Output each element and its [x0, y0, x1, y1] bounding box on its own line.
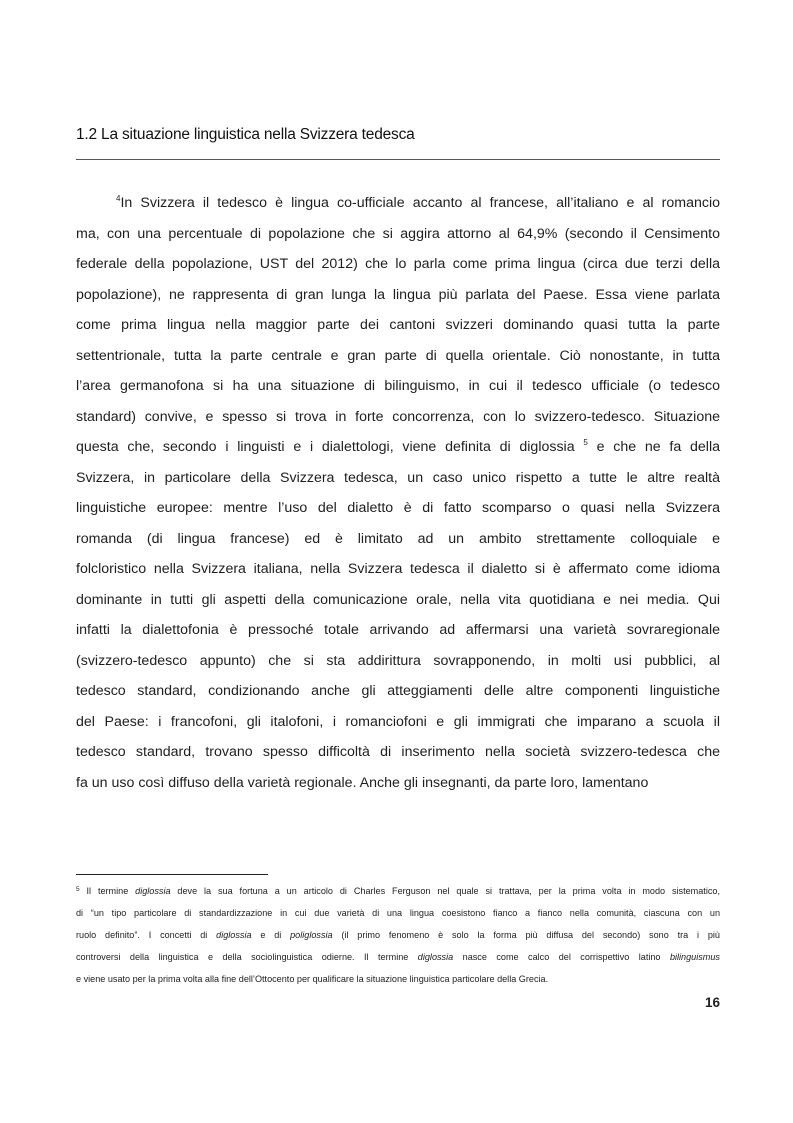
- paragraph-line: del Paese: i francofoni, gli italofoni, i romanciofoni e gli immigrati che imparano a scuola il: [76, 713, 720, 730]
- paragraph-line: folcloristico nella Svizzera italiana, nella Svizzera tedesca il dialetto si è affermato come idioma: [76, 561, 720, 577]
- heading-underline: [76, 159, 720, 160]
- paragraph-line: $^4$In Svizzera il tedesco è lingua co-ufficiale accanto al francese, all’italiano e al romancio: [116, 194, 720, 211]
- page-number: 16: [704, 995, 720, 1010]
- paragraph-line: standard) convive, e spesso si trova in forte concorrenza, con lo svizzero-tedesco. Situazione: [76, 408, 720, 425]
- paragraph-line: federale della popolazione, UST del 2012) che lo parla come prima lingua (circa due terzi della: [76, 256, 720, 272]
- footnote-line: controversi della linguistica e della sociolinguistica odierne. Il termine diglossia nasce come calco del corrispettivo latino bilinguismus: [76, 952, 720, 962]
- footnote-line: e viene usato per la prima volta alla fine dell’Ottocento per qualificare la situazione linguistica particolare della Grecia.: [76, 974, 549, 984]
- paragraph-line: dominante in tutti gli aspetti della comunicazione orale, nella vita quotidiana e nei media. Qui: [76, 591, 720, 608]
- section-heading: 1.2 La situazione linguistica nella Svizzera tedesca: [76, 126, 415, 143]
- paragraph-line: settentrionale, tutta la parte centrale e gran parte di quella orientale. Ciò nonostante, in tutta: [76, 347, 720, 364]
- body-paragraph: [76, 188, 720, 798]
- paragraph-line: romanda (di lingua francese) ed è limitato ad un ambito strettamente colloquiale e: [76, 530, 720, 547]
- paragraph-line: come prima lingua nella maggior parte dei cantoni svizzeri dominando quasi tutta la parte: [76, 317, 720, 333]
- paragraph-line: tedesco standard, condizionando anche gli atteggiamenti delle altre componenti linguistiche: [76, 683, 720, 699]
- paragraph-line: l’area germanofona si ha una situazione di bilinguismo, in cui il tedesco ufficiale (o tedesco: [76, 378, 720, 394]
- footnote-5: [76, 880, 720, 990]
- paragraph-line: popolazione), ne rappresenta di gran lunga la lingua più parlata del Paese. Essa viene parlata: [76, 286, 720, 303]
- paragraph-line: infatti la dialettofonia è pressoché totale arrivando ad affermarsi una varietà sovraregionale: [76, 622, 720, 638]
- paragraph-line: tedesco standard, trovano spesso difficoltà di inserimento nella società svizzero-tedesca che: [76, 744, 720, 760]
- paragraph-line: (svizzero-tedesco appunto) che si sta addirittura sovrapponendo, in molti usi pubblici, al: [76, 652, 720, 669]
- footnote-number: 5: [76, 886, 80, 893]
- paragraph-line: ma, con una percentuale di popolazione che si aggira attorno al 64,9% (secondo il Censimento: [76, 225, 720, 242]
- footnote-line: di “un tipo particolare di standardizzazione in cui due varietà di una lingua coesistono fianco a fianco nella comunità, ciascuna con un: [76, 908, 720, 918]
- paragraph-line: linguistiche europee: mentre l’uso del dialetto è di fatto scomparso o quasi nella Svizzera: [76, 500, 720, 516]
- footnote-line: $^5$ Il termine diglossia deve la sua fortuna a un articolo di Charles Ferguson nel quale si trattava, per la prima volta in modo sistematico,: [76, 886, 720, 896]
- paragraph-line: fa un uso così diffuso della varietà regionale. Anche gli insegnanti, da parte loro, lamentano: [76, 774, 649, 791]
- paragraph-line: Svizzera, in particolare della Svizzera tedesca, un caso unico rispetto a tutte le altre realtà: [76, 469, 720, 486]
- footnote-ref-4: 4: [116, 194, 121, 203]
- footnote-line: ruolo definito”. I concetti di diglossia e di poliglossia (il primo fenomeno è solo la forma più diffusa del secondo) sono tra i più: [76, 930, 720, 940]
- paragraph-line: questa che, secondo i linguisti e i dialettologi, viene definita di diglossia $^5$ e che ne fa della: [76, 438, 720, 455]
- footnote-ref-5[interactable]: 5: [583, 438, 588, 447]
- footnote-separator: [76, 874, 268, 875]
